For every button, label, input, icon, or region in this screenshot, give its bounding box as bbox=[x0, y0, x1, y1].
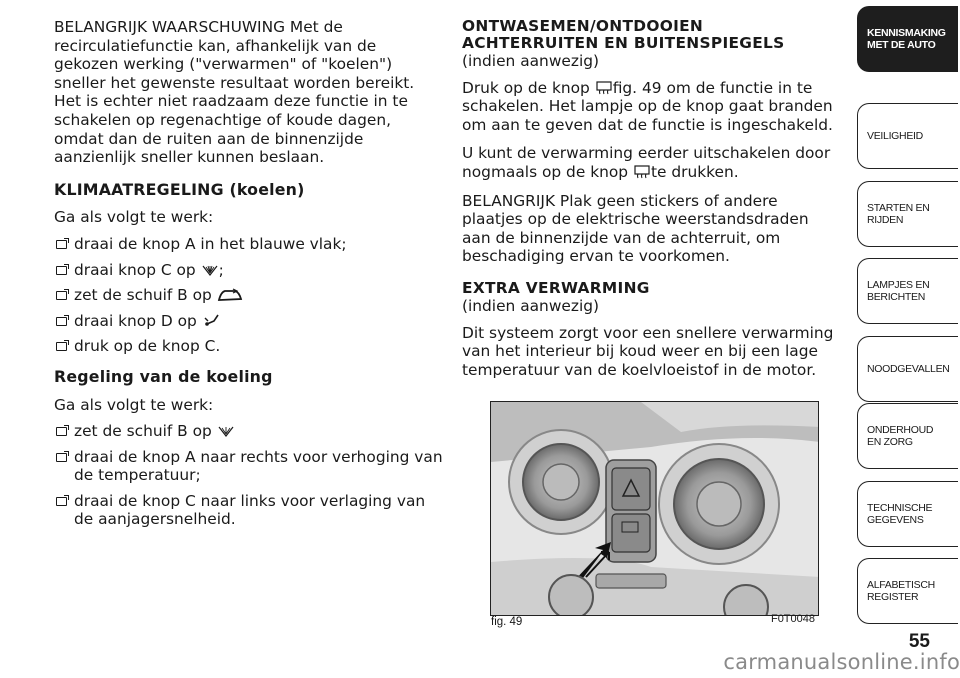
list-item: draai knop C op ; bbox=[54, 261, 444, 280]
rear-window-defrost-icon bbox=[633, 165, 651, 179]
bullet-icon bbox=[56, 266, 67, 275]
list-item: draai de knop A naar rechts voor verhoging van de temperatuur; bbox=[54, 448, 444, 485]
tab-starten-en-rijden[interactable]: STARTEN EN RIJDEN bbox=[857, 181, 958, 247]
bullet-icon bbox=[56, 317, 67, 326]
figure-label: fig. 49 bbox=[491, 616, 523, 628]
bullet-icon bbox=[56, 342, 67, 351]
tab-veiligheid[interactable]: VEILIGHEID bbox=[857, 103, 958, 169]
tab-technische-gegevens[interactable]: TECHNISCHE GEGEVENS bbox=[857, 481, 958, 547]
list-item: draai de knop C naar links voor verlaging van de aanjagersnelheid. bbox=[54, 492, 444, 529]
list-item: draai de knop A in het blauwe vlak; bbox=[54, 235, 444, 254]
tab-lampjes-en-berichten[interactable]: LAMPJES EN BERICHTEN bbox=[857, 258, 958, 324]
cooling-steps-list bbox=[54, 235, 444, 356]
section-lead: Ga als volgt te werk: bbox=[54, 208, 214, 227]
figure-code: F0T0048 bbox=[770, 613, 815, 625]
rear-window-defrost-icon bbox=[595, 81, 613, 95]
watermark: carmanualsonline.info bbox=[723, 650, 960, 674]
defrost-paragraph: Druk op de knop fig. 49 om de functie in te schakelen. Het lampje op de knop gaat branden om aan te geven dat de functie is ingeschakeld. bbox=[462, 78, 833, 134]
bullet-icon bbox=[56, 497, 67, 506]
fan-speed-icon bbox=[201, 263, 219, 277]
left-column bbox=[54, 18, 444, 536]
section-title-cooling-regulation: Regeling van de koeling bbox=[54, 366, 273, 386]
air-distribution-icon bbox=[202, 314, 220, 328]
tab-onderhoud-en-zorg[interactable]: ONDERHOUD EN ZORG bbox=[857, 403, 958, 469]
warning-paragraph: BELANGRIJK WAARSCHUWING Met de recirculatiefunctie kan, afhankelijk van de gekozen werking ("verwarmen" of "koelen") sneller het gewenste resultaat worden bereikt. Het is echter niet raadzaam deze functie in te schakelen op regenachtige of koude dagen, omdat dan de ruiten aan de binnenzijde aanzienlijk sneller kunnen beslaan. bbox=[54, 18, 415, 167]
section-title-defrost: ONTWASEMEN/ONTDOOIEN bbox=[462, 17, 704, 35]
tab-noodgevallen[interactable]: NOODGEVALLEN bbox=[857, 336, 958, 402]
section-title-extra-heating: EXTRA VERWARMING bbox=[462, 278, 650, 297]
tab-kennismaking[interactable]: KENNISMAKING MET DE AUTO bbox=[857, 6, 958, 72]
section-subtitle: (indien aanwezig) bbox=[462, 52, 599, 70]
air-recirculation-icon bbox=[217, 288, 243, 302]
bullet-icon bbox=[56, 427, 67, 436]
defrost-off-paragraph: U kunt de verwarming eerder uitschakelen door nogmaals op de knop te drukken. bbox=[462, 144, 831, 181]
fan-speed-icon bbox=[217, 424, 235, 438]
page-number: 55 bbox=[908, 631, 930, 652]
list-item: zet de schuif B op bbox=[54, 422, 444, 441]
extra-heating-paragraph: Dit systeem zorgt voor een snellere verwarming van het interieur bij koud weer en bij een lage temperatuur van de koelvloeistof in de motor. bbox=[462, 323, 834, 379]
bullet-icon bbox=[56, 453, 67, 462]
bullet-icon bbox=[56, 291, 67, 300]
section-subtitle: (indien aanwezig) bbox=[462, 296, 599, 315]
chapter-sidebar bbox=[855, 0, 960, 678]
bullet-icon bbox=[56, 240, 67, 249]
dashboard-illustration bbox=[491, 402, 819, 616]
list-item: druk op de knop C. bbox=[54, 337, 444, 356]
section-title-defrost-line2: ACHTERRUITEN EN BUITENSPIEGELS bbox=[462, 34, 785, 52]
tab-alfabetisch-register[interactable]: ALFABETISCH REGISTER bbox=[857, 558, 958, 624]
list-item: zet de schuif B op bbox=[54, 286, 444, 305]
section-title-cooling: KLIMAATREGELING (koelen) bbox=[54, 179, 305, 199]
right-column bbox=[462, 18, 834, 389]
regulation-steps-list bbox=[54, 422, 444, 529]
important-paragraph: BELANGRIJK Plak geen stickers of andere plaatjes op de elektrische weerstandsdraden aan de binnenzijde van de achterruit, om beschadiging ervan te voorkomen. bbox=[462, 191, 809, 266]
section-lead: Ga als volgt te werk: bbox=[54, 395, 214, 414]
figure-dashboard-photo bbox=[490, 401, 819, 616]
list-item: draai knop D op bbox=[54, 312, 444, 331]
